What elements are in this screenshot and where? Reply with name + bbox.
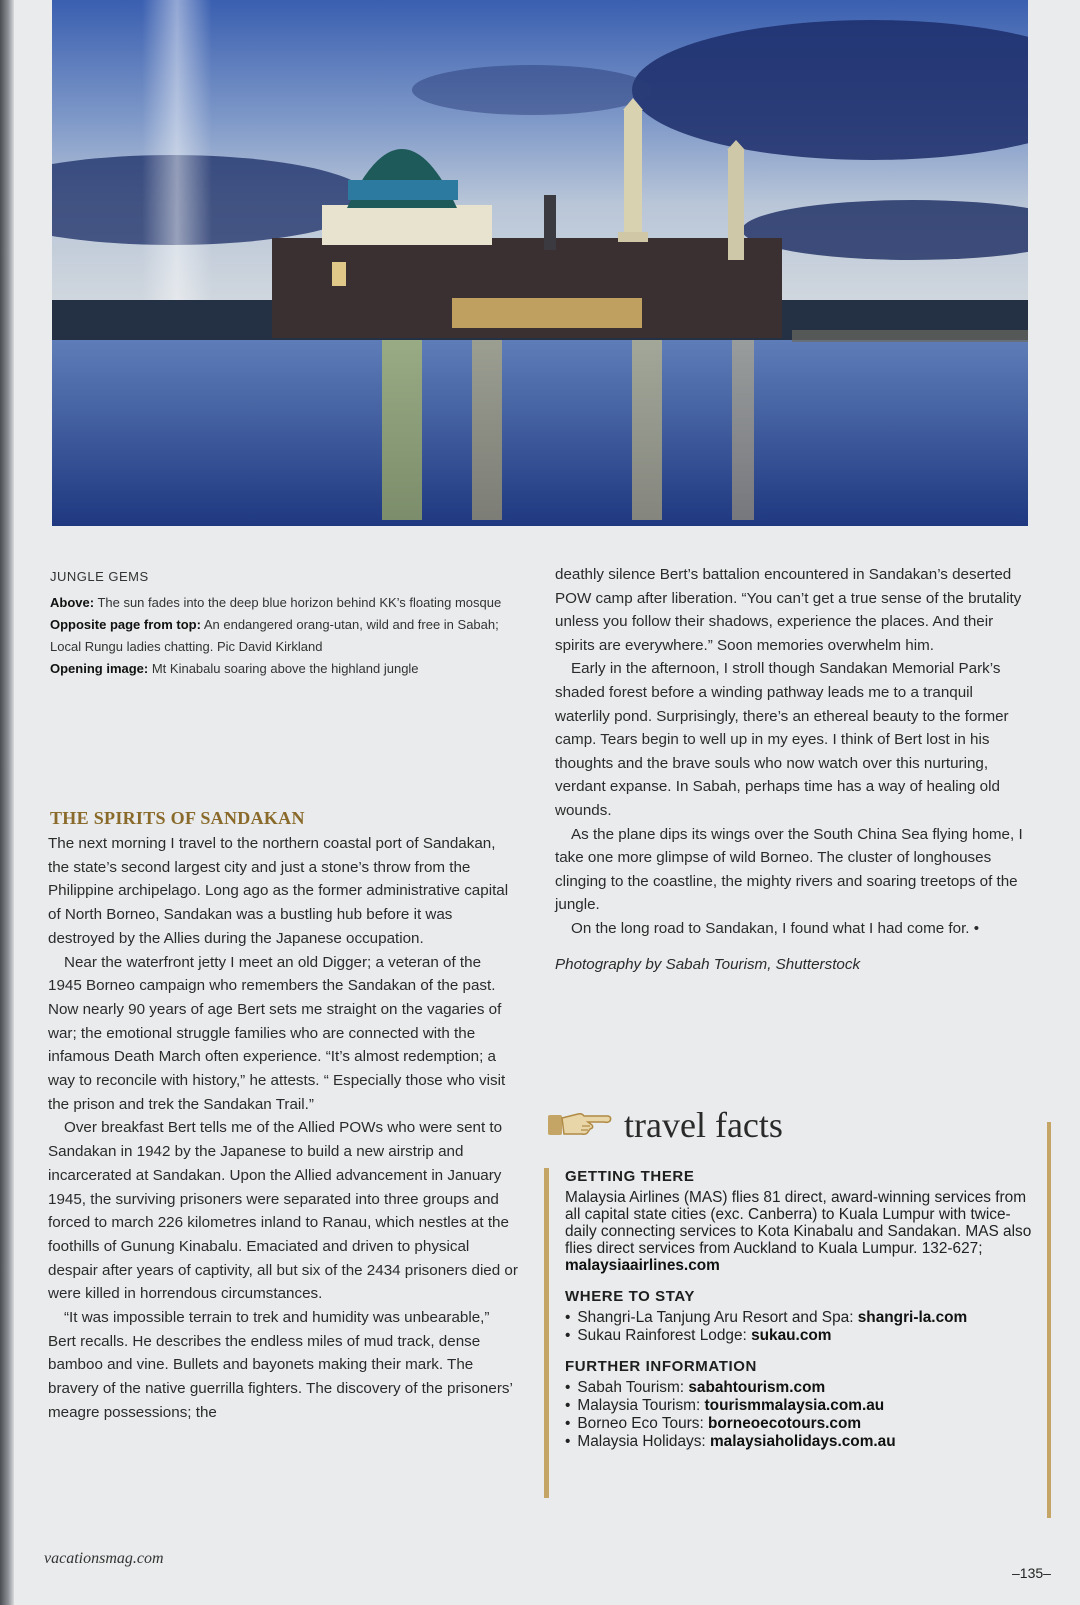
getting-there-heading: GETTING THERE [565, 1168, 695, 1185]
list-item: • Malaysia Tourism: tourismmalaysia.com.au [565, 1397, 1035, 1414]
borneoecotours-link[interactable]: borneoecotours.com [708, 1415, 862, 1432]
getting-there-section [565, 1168, 1035, 1274]
where-to-stay-section [565, 1288, 1035, 1344]
shangri-la-link[interactable]: shangri-la.com [857, 1309, 968, 1326]
malaysiaholidays-link[interactable]: malaysiaholidays.com.au [709, 1433, 896, 1450]
photo-caption [50, 566, 510, 680]
travel-facts-title: travel facts [624, 1105, 783, 1145]
section-title: THE SPIRITS OF SANDAKAN [50, 808, 305, 828]
article-paragraph: “It was impossible terrain to trek and humidity was unbearable,” Bert recalls. He describes the endless miles of mud track, dense bamboo and vine. Bullets and bayonets making their mark. The bravery of the native guerrilla fighters. The discovery of the prisoners’ meagre possessions; the [48, 1309, 513, 1421]
photo-credit: Photography by Sabah Tourism, Shutterstock [555, 955, 861, 973]
facts-left-rule [544, 1168, 549, 1498]
page-number: –135– [1012, 1565, 1051, 1581]
sabahtourism-link[interactable]: sabahtourism.com [688, 1379, 826, 1396]
article-paragraph: Near the waterfront jetty I meet an old Digger; a veteran of the 1945 Borneo campaign who remembers the Sandakan of the past. Now nearly 90 years of age Bert sets me straight on the vagaries of war; the emotional struggle families who are connected with the infamous Death March often experience. “It’s almost redemption; a way to reconcile with history,” he attests. “ Especially those who visit the prison and trek the Sandakan Trail.” [48, 953, 506, 1113]
travel-facts-box [565, 1168, 1035, 1464]
where-to-stay-heading: WHERE TO STAY [565, 1288, 696, 1305]
pointing-hand-icon [548, 1106, 612, 1145]
article-paragraph: On the long road to Sandakan, I found what I had come for. • [571, 919, 980, 937]
mosque-photo [52, 0, 1028, 526]
tourismmalaysia-link[interactable]: tourismmalaysia.com.au [704, 1397, 885, 1414]
page-spine [0, 0, 14, 1605]
article-paragraph: The next morning I travel to the northern coastal port of Sandakan, the state’s second largest city and just a stone’s throw from the Philippine archipelago. Long ago as the former administrative capital of North Borneo, Sandakan was a bustling hub before it was destroyed by the Allies during the Japanese occupation. [48, 835, 509, 947]
article-paragraph: Early in the afternoon, I stroll though Sandakan Memorial Park’s shaded forest before a winding pathway leads me to a tranquil waterlily pond. Surprisingly, there’s an ethereal beauty to the former camp. Tears begin to well up in my eyes. I think of Bert lost in his thoughts and the brave souls who now watch over this nurturing, verdant expanse. In Sabah, perhaps time has a way of healing old wounds. [555, 660, 1009, 819]
caption-label: JUNGLE GEMS [50, 569, 149, 584]
caption-line: Above: The sun fades into the deep blue horizon behind KK’s floating mosque [50, 595, 502, 610]
magazine-website: vacationsmag.com [44, 1550, 164, 1567]
article-right-column [555, 563, 1030, 976]
caption-line: Opening image: Mt Kinabalu soaring above the highland jungle [50, 661, 419, 676]
caption-line: Opposite page from top: An endangered orang-utan, wild and free in Sabah; Local Rungu ladies chatting. Pic David Kirkland [50, 617, 499, 654]
travel-facts-header [548, 1100, 1048, 1150]
list-item: • Shangri-La Tanjung Aru Resort and Spa: shangri-la.com [565, 1309, 1035, 1326]
article-paragraph: deathly silence Bert’s battalion encountered in Sandakan’s deserted POW camp after liberation. “You can’t get a true sense of the brutality unless you follow their shadows, experience the places. And their spirits are everywhere.” Soon memories overwhelm him. [555, 566, 1022, 654]
facts-right-rule [1047, 1122, 1051, 1518]
article-paragraph: As the plane dips its wings over the South China Sea flying home, I take one more glimpse of wild Borneo. The cluster of longhouses clinging to the coastline, the mighty rivers and soaring treetops of the jungle. [555, 825, 1023, 914]
article-paragraph: Over breakfast Bert tells me of the Allied POWs who were sent to Sandakan in 1942 by the Japanese to build a new airstrip and incarcerated at Sandakan. Upon the Allied advancement in January 1945, the surviving prisoners were separated into three groups and forced to march 226 kilometres inland to Ranau, which nestles at the foothills of Gunung Kinabalu. Emaciated and driven to physical despair after years of captivity, all but six of the 2434 prisoners died or were killed in horrendous circumstances. [48, 1119, 518, 1303]
list-item: • Malaysia Holidays: malaysiaholidays.com.au [565, 1433, 1035, 1450]
malaysiaairlines-link[interactable]: malaysiaairlines.com [565, 1257, 720, 1274]
article-left-column [48, 832, 518, 1425]
sukau-link[interactable]: sukau.com [751, 1327, 832, 1344]
list-item: • Sabah Tourism: sabahtourism.com [565, 1379, 1035, 1396]
getting-there-text: Malaysia Airlines (MAS) flies 81 direct, award-winning services from all capital state cities (exc. Canberra) to Kuala Lumpur with twice-daily connecting services to Kota Kinabalu and Sandakan. MAS also flies direct services from Auckland to Kuala Lumpur. 132-627; malaysiaairlines.com [565, 1189, 1032, 1274]
list-item: • Sukau Rainforest Lodge: sukau.com [565, 1327, 1035, 1344]
list-item: • Borneo Eco Tours: borneoecotours.com [565, 1415, 1035, 1432]
further-information-section [565, 1358, 1035, 1450]
further-information-heading: FURTHER INFORMATION [565, 1358, 757, 1375]
